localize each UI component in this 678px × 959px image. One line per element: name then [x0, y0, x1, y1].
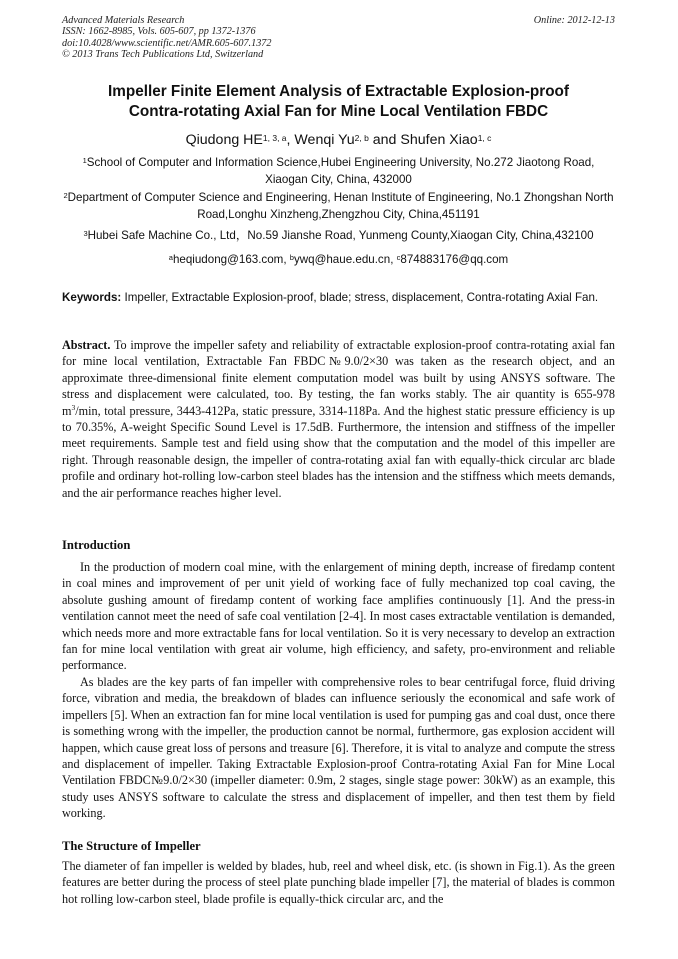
email-separator: ,: [283, 253, 290, 266]
email-address[interactable]: heqiudong@163.com: [172, 253, 284, 266]
affiliation-3: [62, 228, 615, 245]
affiliation-text: Hubei Safe Machine Co., Ltd，No.59 Jianshe Road, Yunmeng County,Xiaogan City, China,432100: [87, 229, 594, 242]
email-address[interactable]: ywq@haue.edu.cn: [293, 253, 391, 266]
email-sup: b: [289, 253, 294, 262]
email-address[interactable]: 874883176@qq.com: [400, 253, 509, 266]
author-affiliation-sup: 1, 3, a: [262, 133, 287, 143]
structure-heading: The Structure of Impeller: [62, 839, 201, 853]
abstract-text-2: /min, total pressure, 3443-412Pa, static pressure, 3314-118Pa. And the highest static pressure efficiency is up to 70.35%, A-weight Specific Sound Level is 17.5dB. Furthermore, the intension and stiffness of the impeller meet requirements. Sample test and field using show that the computation and the model of this impeller are right. Through reasonable design, the impeller of contra-rotating axial fan with equally-thick circular arc blade profile and ordinary hot-rolling low-carbon steel blades has the intension and the stiffness which meets demands, and the air performance reaches higher level.: [62, 403, 615, 500]
introduction-paragraph-1: In the production of modern coal mine, with the enlargement of mining depth, increase of firedamp content in coal mines and improvement of per unit yield of working face of fully mechanized top coal caving, the absolute gushing amount of firedamp content of working face amplifies continuously [1]. And the press-in ventilation cannot meet the need of safe coal ventilation [2-4]. In most cases extractable ventilation is demanded, which needs more and more extractable fans for local ventilation. So it is very necessary to develop an extraction fan for mine local ventilation with great air volume, high efficiency, and safety, pro-environment and reliable performance.: [62, 560, 615, 673]
affiliation-text: School of Computer and Information Science,Hubei Engineering University, No.272 Jiaotong Road, Xiaogan City, China, 432000: [86, 156, 595, 186]
author-name: Qiudong HE: [185, 132, 263, 148]
keywords-text: Impeller, Extractable Explosion-proof, blade; stress, displacement, Contra-rotating Axial Fan.: [121, 291, 599, 304]
issn-line: ISSN: 1662-8985, Vols. 605-607, pp 1372-1376: [62, 26, 256, 38]
author-separator: ,: [286, 132, 295, 148]
abstract-text-1: To improve the impeller safety and reliability of extractable explosion-proof contra-rotating axial fan for mine local ventilation, Extractable Fan FBDC№9.0/2×30 was taken as the research object, and an approximate three-dimensional finite element computation model was built by using ANSYS software. The stress and displacement were calculated, too. By testing, the fan works stably. The air quantity is 655-978 m: [62, 338, 615, 418]
author-separator: and: [368, 132, 401, 148]
affiliation-number: 3: [83, 229, 88, 238]
author-name: Wenqi Yu: [294, 132, 355, 148]
doi-line: doi:10.4028/www.scientific.net/AMR.605-607.1372: [62, 37, 272, 49]
title-line-1: Impeller Finite Element Analysis of Extractable Explosion-proof: [108, 83, 569, 100]
keywords: [62, 290, 615, 306]
email-sup: c: [396, 253, 401, 262]
affiliation-text: Department of Computer Science and Engineering, Henan Institute of Engineering, No.1 Zhongshan North Road,Longhu Xinzheng,Zhengzhou City, China,451191: [67, 191, 614, 221]
affiliation-number: 1: [82, 156, 87, 165]
author-list: [62, 131, 615, 149]
author-name: Shufen Xiao: [400, 132, 478, 148]
email-sup: a: [168, 253, 173, 262]
keywords-label: Keywords:: [62, 291, 122, 304]
title-line-2: Contra-rotating Axial Fan for Mine Local Ventilation FBDC: [128, 103, 549, 120]
email-list: [62, 252, 615, 269]
copyright-line: © 2013 Trans Tech Publications Ltd, Switzerland: [62, 49, 264, 61]
introduction-paragraph-2: As blades are the key parts of fan impeller with comprehensive roles to bear centrifugal force, fluid driving force, vibration and media, the breakdown of blades can influence seriously the economical and safe work of impellers [5]. When an extraction fan for mine local ventilation is used for pumping gas and coal dust, once there is something wrong with the impeller, the production cannot be normal, furthermore, gas explosion accident will happen, which cause great loss of persons and treasure [6]. Therefore, it is vital to analyze and compute the stress and displacement of impeller. Taking Extractable Explosion-proof Contra-rotating Axial Fan for Mine Local Ventilation FBDC№9.0/2×30 (impeller diameter: 0.9m, 2 stages, single stage power: 30kW) as an example, this study uses ANSYS software to calculate the stress and displacement of impeller, and then test them by field working.: [62, 675, 615, 821]
introduction-heading: Introduction: [62, 538, 131, 552]
paper-title: [62, 82, 615, 122]
abstract: [62, 337, 615, 501]
journal-header: [62, 15, 615, 61]
abstract-superscript: 3: [71, 402, 76, 412]
online-date: Online: 2012-12-13: [533, 15, 615, 26]
journal-name: Advanced Materials Research: [62, 15, 185, 26]
author-affiliation-sup: 2, b: [354, 133, 369, 143]
affiliation-2: [62, 190, 615, 223]
structure-paragraph-1: The diameter of fan impeller is welded by blades, hub, reel and wheel disk, etc. (is shown in Fig.1). As the green features are better during the process of steel plate punching blade impeller [7], the material of blades is common hot rolling low-carbon steel, blade profile is equally-thick circular arc, and the: [62, 859, 615, 906]
email-separator: ,: [390, 253, 397, 266]
author-affiliation-sup: 1, c: [477, 133, 492, 143]
affiliation-1: [62, 155, 615, 188]
abstract-label: Abstract.: [62, 338, 111, 352]
affiliation-number: 2: [63, 191, 68, 200]
